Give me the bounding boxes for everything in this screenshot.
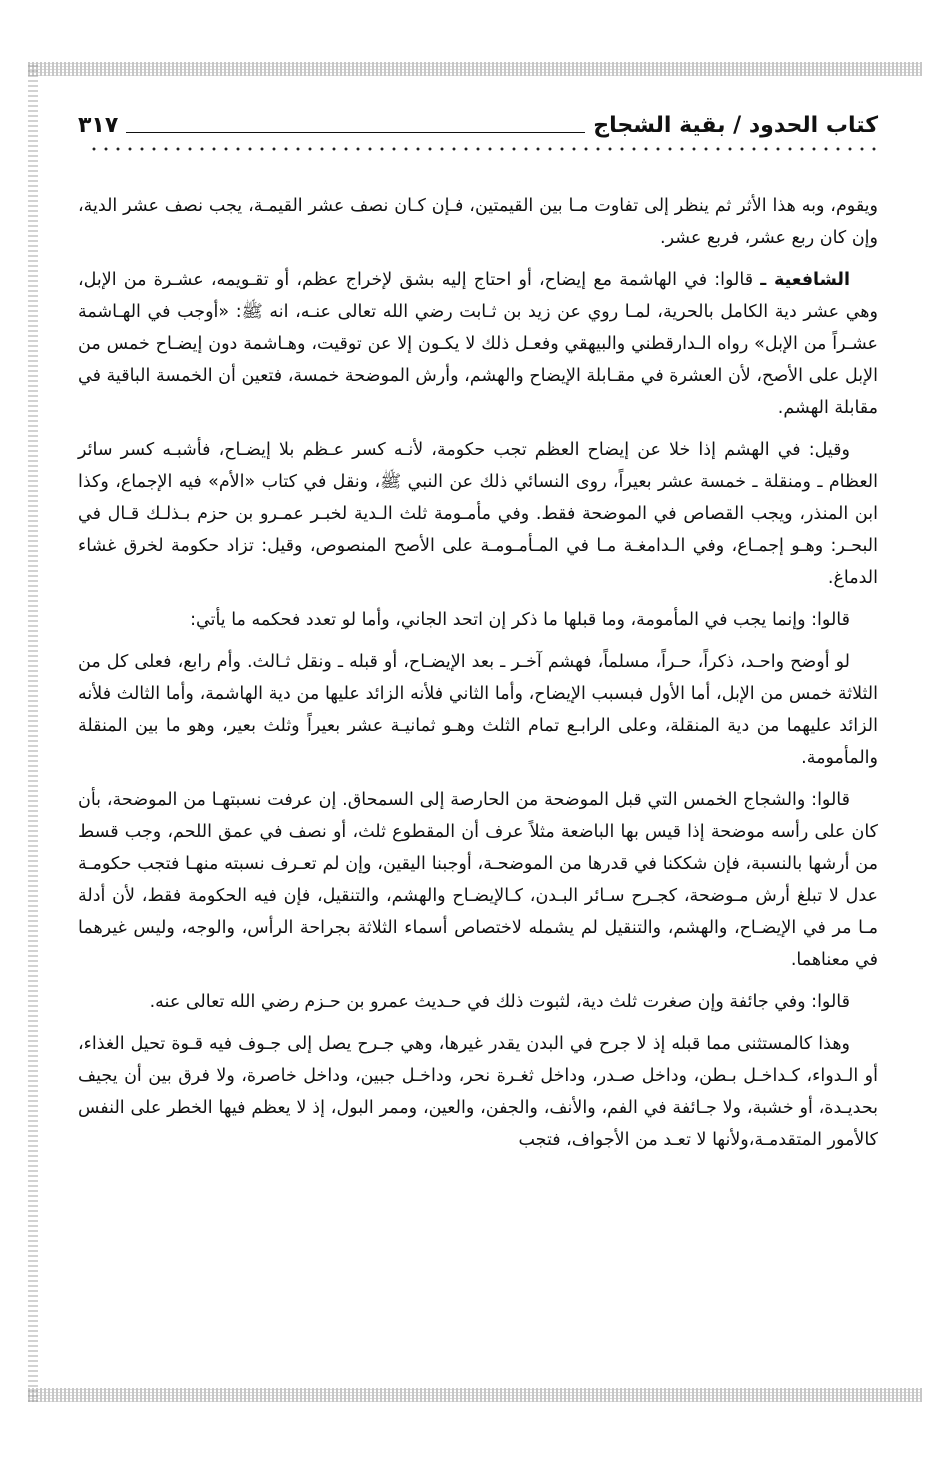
page-border-left bbox=[28, 62, 38, 1402]
page-border-bottom bbox=[28, 1388, 922, 1402]
dotted-separator bbox=[88, 146, 878, 152]
paragraph bbox=[78, 264, 878, 424]
paragraph bbox=[78, 646, 878, 774]
running-header bbox=[78, 100, 878, 140]
header-rule bbox=[126, 132, 585, 133]
paragraph bbox=[78, 434, 878, 594]
paragraph bbox=[78, 604, 878, 636]
paragraph-text: وهذا كالمستثنى مما قبله إذ لا جرح في البدن يقدر غيرها، وهي جـرح يصل إلى جـوف فيه قـوة تحيل الغذاء، أو الـدواء، كـداخـل بـطن، وداخل صـدر، وداخل ثغـرة نحر، وداخـل جبين، وداخل خاصرة، ولا فرق بين أن يجيف بحديـدة، أو خشبة، ولا جـائفة في الفم، والأنف، والجفن، والعين، وممر البول، إذ لا يعظم فيها الخطر على النفس كالأمور المتقدمـة،ولأنها لا تعـد من الأجواف، فتجب bbox=[78, 1034, 878, 1150]
paragraph bbox=[78, 1028, 878, 1156]
paragraph-text: قالوا: والشجاج الخمس التي قبل الموضحة من الحارصة إلى السمحاق. إن عرفت نسبتهـا من الموضحة، بأن كان على رأسه موضحة إذا قيس بها الباضعة مثلاً عرف أن المقطوع ثلث، أو نصف في عمق اللحم، وجب قسط من أرشها بالنسبة، فإن شككنا في قدرها من الموضحـة، أوجبنا اليقين، وإن لم تعـرف نسبته منهـا فتجب حكومـة عدل لا تبلغ أرش مـوضحة، كجـرح سـائر البـدن، كـالإيضـاح والهشم، والتنقيل، فإن فيه الحكومة فقط، لأن أدلة مـا مر في الإيضـاح، والهشم، والتنقيل لم يشمله لاختصاص أسماء الثلاثة بجراحة الرأس، والوجه، وليس غيرهما في معناهما. bbox=[78, 790, 878, 970]
paragraph-text: لو أوضح واحـد، ذكراً، حـراً، مسلماً، فهشم آخـر ـ بعد الإيضـاح، أو قبله ـ ونقل ثـالث. وأم رابع، فعلى كل من الثلاثة خمس من الإبل، أما الأول فبسبب الإيضاح، وأما الثاني فلأنه الزائد عليها من دية الهاشمة، وأما الثالث فلأنه الزائد عليهما من دية المنقلة، وعلى الرابـع تمام الثلث وهـو ثمانيـة عشر بعيراً وثلث بعير، وهو ما بين المنقلة والمأمومة. bbox=[78, 652, 878, 768]
page-border-top bbox=[28, 62, 922, 76]
paragraph-text: وقيل: في الهشم إذا خلا عن إيضاح العظم تجب حكومة، لأنـه كسر عـظم بلا إيضـاح، فأشبـه كسر سائر العظام ـ ومنقلة ـ خمسة عشر بعيراً، روى النسائي ذلك عن النبي ﷺ، ونقل في كتاب «الأم» فيه الإجماع، وكذا ابن المنذر، ويجب القصاص في الموضحة فقط. وفي مأمـومة ثلث الـدية لخبـر عمـرو بن حزم بـذلـك قـال في البحـر: وهـو إجمـاع، وفي الـدامغـة مـا في المـأمـومـة على الأصح المنصوص، وقيل: تزاد حكومة لخرق غشاء الدماغ. bbox=[78, 440, 878, 588]
paragraph-lead: الشافعية ـ bbox=[760, 270, 850, 290]
paragraph-text: قالوا: في الهاشمة مع إيضاح، أو احتاج إليه بشق لإخراج عظم، أو تقـويمه، عشـرة من الإبل، وهي عشر دية الكامل بالحرية، لمـا روي عن زيد بن ثـابت رضي الله تعالى عنـه، انه ﷺ: «أوجب في الهـاشمة عشـراً من الإبل» رواه الـدارقطني والبيهقي وفعـل ذلك لا يكـون إلا عن توقيت، وهـاشمة دون إيضـاح خمس من الإبل على الأصح، لأن العشرة في مقـابلة الإيضاح والهشم، وأرش الموضحة خمسة، فتعين أن الخمسة الباقية في مقابلة الهشم. bbox=[78, 270, 878, 418]
page-number: ٣١٧ bbox=[78, 113, 119, 138]
paragraph bbox=[78, 784, 878, 976]
paragraph bbox=[78, 190, 878, 254]
page-body bbox=[78, 190, 878, 1166]
paragraph bbox=[78, 986, 878, 1018]
paragraph-text: قالوا: وفي جائفة وإن صغرت ثلث دية، لثبوت ذلك في حـديث عمرو بن حـزم رضي الله تعالى عنه. bbox=[149, 992, 850, 1012]
header-title: كتاب الحدود / بقية الشجاج bbox=[593, 113, 878, 138]
paragraph-text: قالوا: وإنما يجب في المأمومة، وما قبلها ما ذكر إن اتحد الجاني، وأما لو تعدد فحكمه ما يأتي: bbox=[190, 610, 850, 630]
paragraph-text: ويقوم، وبه هذا الأثر ثم ينظر إلى تفاوت مـا بين القيمتين، فـإن كـان نصف عشر القيمـة، يجب نصف عشر الدية، وإن كان ربع عشر، فربع عشر. bbox=[78, 196, 878, 248]
